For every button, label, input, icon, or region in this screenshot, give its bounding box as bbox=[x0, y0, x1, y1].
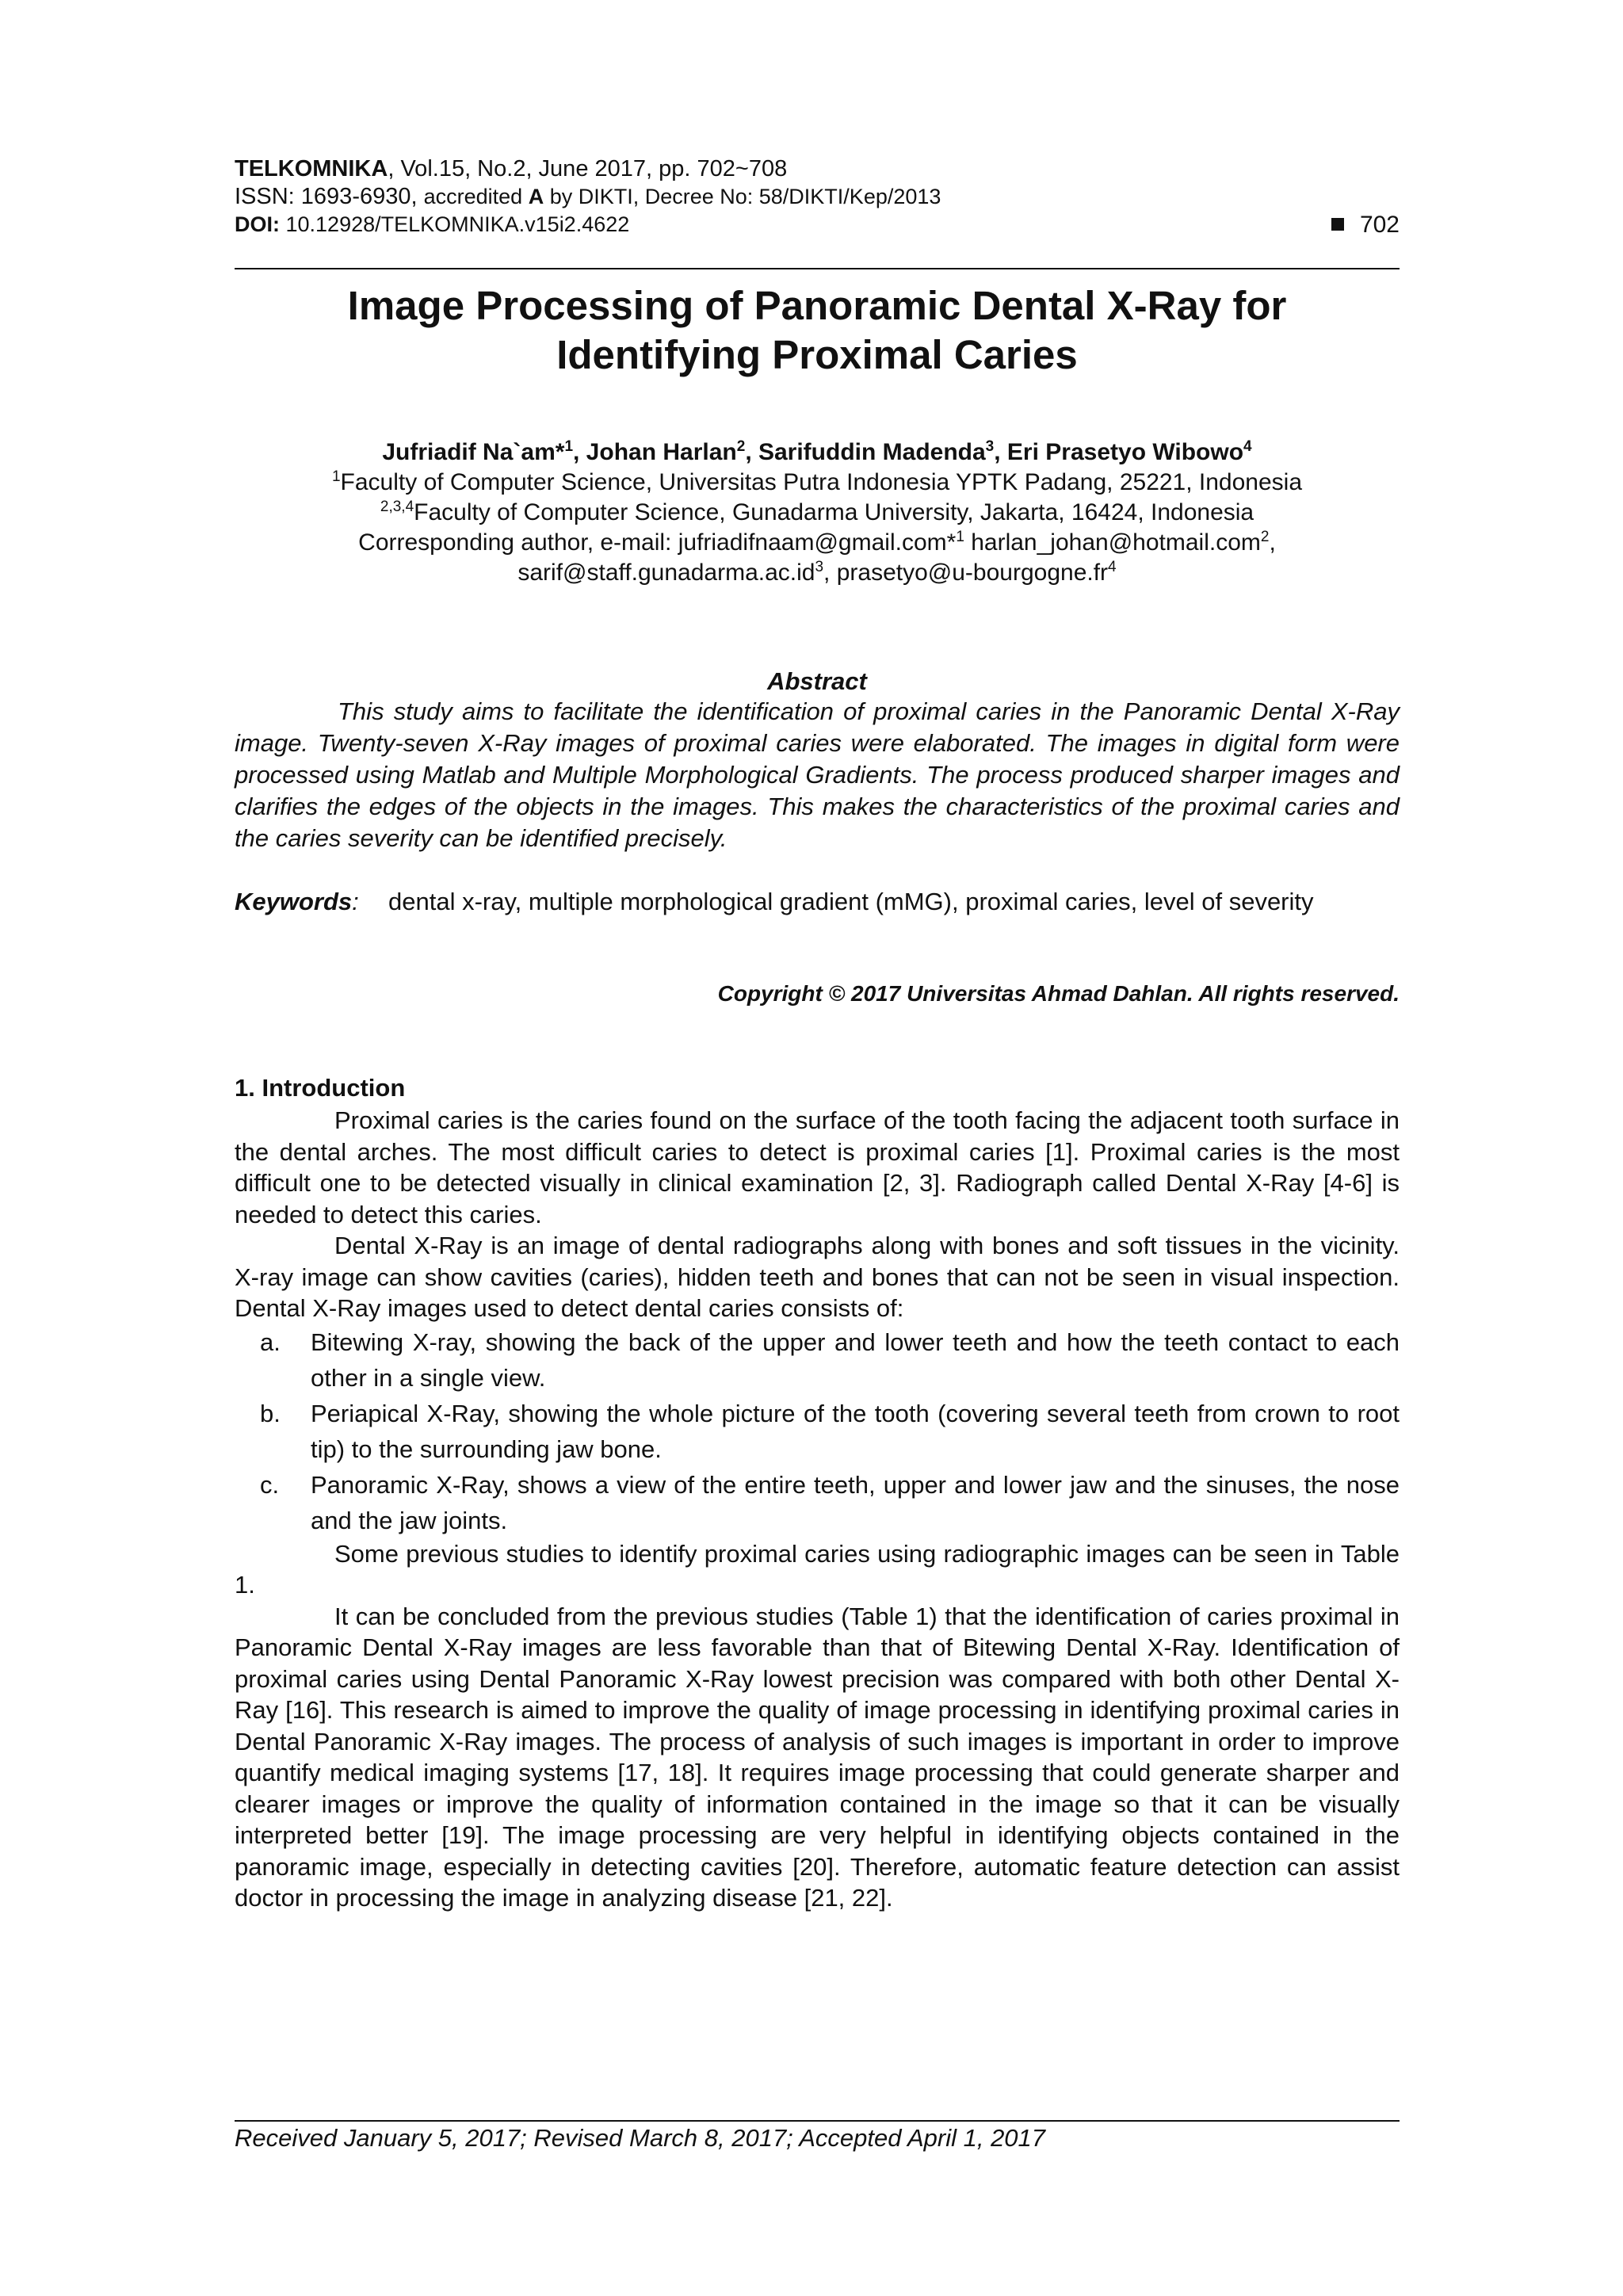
authors-block bbox=[235, 437, 1400, 588]
list-item bbox=[235, 1467, 1400, 1538]
email-2-marker: 2 bbox=[1260, 529, 1270, 545]
issn-line bbox=[235, 183, 1400, 211]
list-marker: b. bbox=[260, 1399, 281, 1427]
section-heading-introduction: 1. Introduction bbox=[235, 1074, 406, 1102]
xray-types-list bbox=[235, 1324, 1400, 1538]
author-2-affiliation: 2 bbox=[736, 438, 746, 455]
introduction-body bbox=[235, 1105, 1400, 1914]
list-item bbox=[235, 1324, 1400, 1396]
affiliation-2-marker: 2,3,4 bbox=[380, 499, 414, 515]
author-3-affiliation: 3 bbox=[985, 438, 995, 455]
issn: ISSN: 1693-6930, bbox=[235, 184, 424, 209]
journal-citation-line bbox=[235, 155, 1400, 183]
doi-value: 10.12928/TELKOMNIKA.v15i2.4622 bbox=[280, 212, 630, 236]
page-number bbox=[1331, 211, 1400, 239]
accreditation-post: by DIKTI, Decree No: 58/DIKTI/Kep/2013 bbox=[544, 185, 941, 208]
email-separator: , bbox=[1269, 529, 1276, 556]
list-item bbox=[235, 1396, 1400, 1467]
keywords-label-text: Keywords bbox=[235, 888, 353, 915]
paper-title bbox=[235, 281, 1400, 380]
journal-volume: , Vol.15, No.2, June 2017, pp. 702~708 bbox=[388, 156, 788, 181]
email-3-marker: 3 bbox=[815, 559, 824, 575]
list-item-text: Periapical X-Ray, showing the whole picture of the tooth (covering several teeth from crown to root tip) to the surrounding jaw bone. bbox=[311, 1399, 1400, 1463]
accreditation-pre: accredited bbox=[423, 185, 529, 208]
affiliation-2-text: Faculty of Computer Science, Gunadarma University, Jakarta, 16424, Indonesia bbox=[414, 499, 1254, 525]
affiliation-1-marker: 1 bbox=[331, 468, 341, 485]
list-item-text: Panoramic X-Ray, shows a view of the entire teeth, upper and lower jaw and the sinuses, the nose and the jaw joints. bbox=[311, 1470, 1400, 1534]
paragraph-3: Some previous studies to identify proximal caries using radiographic images can be seen in Table 1. bbox=[235, 1539, 1400, 1599]
keywords-label bbox=[235, 886, 359, 918]
journal-name: TELKOMNIKA bbox=[235, 156, 388, 181]
list-marker: c. bbox=[260, 1470, 280, 1499]
affiliation-1 bbox=[235, 468, 1400, 498]
list-marker: a. bbox=[260, 1328, 281, 1356]
copyright-notice: Copyright © 2017 Universitas Ahmad Dahlan. All rights reserved. bbox=[717, 981, 1400, 1006]
author-emails bbox=[235, 558, 1400, 588]
corresponding-email-2: harlan_johan@hotmail.com bbox=[964, 529, 1261, 556]
square-bullet-icon bbox=[1331, 218, 1344, 231]
email-4: , prasetyo@u-bourgogne.fr bbox=[823, 560, 1109, 586]
author-4-affiliation: 4 bbox=[1243, 438, 1252, 455]
affiliation-2 bbox=[235, 498, 1400, 528]
title-line-2: Identifying Proximal Caries bbox=[556, 332, 1078, 377]
abstract-heading: Abstract bbox=[767, 667, 867, 695]
received-dates: Received January 5, 2017; Revised March 8, 2017; Accepted April 1, 2017 bbox=[235, 2124, 1046, 2152]
author-4: , Eri Prasetyo Wibowo bbox=[994, 439, 1244, 465]
accreditation-grade: A bbox=[528, 185, 544, 208]
footer-divider bbox=[235, 2120, 1400, 2122]
affiliation-1-text: Faculty of Computer Science, Universitas Putra Indonesia YPTK Padang, 25221, Indonesia bbox=[340, 469, 1303, 495]
header-divider bbox=[235, 268, 1400, 269]
title-line-1: Image Processing of Panoramic Dental X-Ray for bbox=[347, 283, 1287, 328]
author-1-affiliation: 1 bbox=[564, 438, 574, 455]
abstract-text: This study aims to facilitate the identification of proximal caries in the Panoramic Dental X-Ray image. Twenty-seven X-Ray images of proximal caries were elaborated. The images in digital form were processed using Matlab and Multiple Morphological Gradients. The process produced sharper images and clarifies the edges of the objects in the images. This makes the characteristics of the proximal caries and the caries severity can be identified precisely. bbox=[235, 697, 1400, 852]
corresponding-email-1: Corresponding author, e-mail: jufriadifnaam@gmail.com* bbox=[358, 529, 957, 556]
keywords-text: dental x-ray, multiple morphological gradient (mMG), proximal caries, level of severity bbox=[388, 888, 1314, 915]
email-4-marker: 4 bbox=[1108, 559, 1117, 575]
author-2: , Johan Harlan bbox=[573, 439, 737, 465]
page-number-value: 702 bbox=[1359, 212, 1400, 238]
author-1: Jufriadif Na`am* bbox=[382, 439, 565, 465]
keywords-colon: : bbox=[352, 888, 359, 915]
email-1-marker: 1 bbox=[956, 529, 964, 545]
list-item-text: Bitewing X-ray, showing the back of the upper and lower teeth and how the teeth contact to each other in a single view. bbox=[311, 1328, 1400, 1392]
corresponding-author bbox=[235, 528, 1400, 558]
email-3: sarif@staff.gunadarma.ac.id bbox=[517, 560, 815, 586]
doi-line bbox=[235, 211, 1400, 239]
paragraph-2: Dental X-Ray is an image of dental radiographs along with bones and soft tissues in the vicinity. X-ray image can show cavities (caries), hidden teeth and bones that can not be seen in visual inspection. Dental X-Ray images used to detect dental caries consists of: bbox=[235, 1232, 1400, 1322]
paragraph-1: Proximal caries is the caries found on the surface of the tooth facing the adjacent tooth surface in the dental arches. The most difficult caries to detect is proximal caries [1]. Proximal caries is the most difficult one to be detected visually in clinical examination [2, 3]. Radiograph called Dental X-Ray [4-6] is needed to detect this caries. bbox=[235, 1106, 1400, 1228]
author-names bbox=[235, 437, 1400, 468]
journal-header bbox=[235, 155, 1400, 239]
paragraph-4: It can be concluded from the previous studies (Table 1) that the identification of caries proximal in Panoramic Dental X-Ray images are less favorable than that of Bitewing Dental X-Ray. Identification of proximal caries using Dental Panoramic X-Ray lowest precision was compared with both other Dental X-Ray [16]. This research is aimed to improve the quality of image processing in identifying proximal caries in Dental Panoramic X-Ray images. The process of analysis of such images is important in order to improve quantify medical imaging systems [17, 18]. It requires image processing that could generate sharper and clearer images or improve the quality of information contained in the image so that it can be visually interpreted better [19]. The image processing are very helpful in identifying objects contained in the panoramic image, especially in detecting cavities [20]. Therefore, automatic feature detection can assist doctor in processing the image in analyzing disease [21, 22]. bbox=[235, 1602, 1400, 1912]
doi-label: DOI: bbox=[235, 212, 280, 236]
author-3: , Sarifuddin Madenda bbox=[745, 439, 986, 465]
